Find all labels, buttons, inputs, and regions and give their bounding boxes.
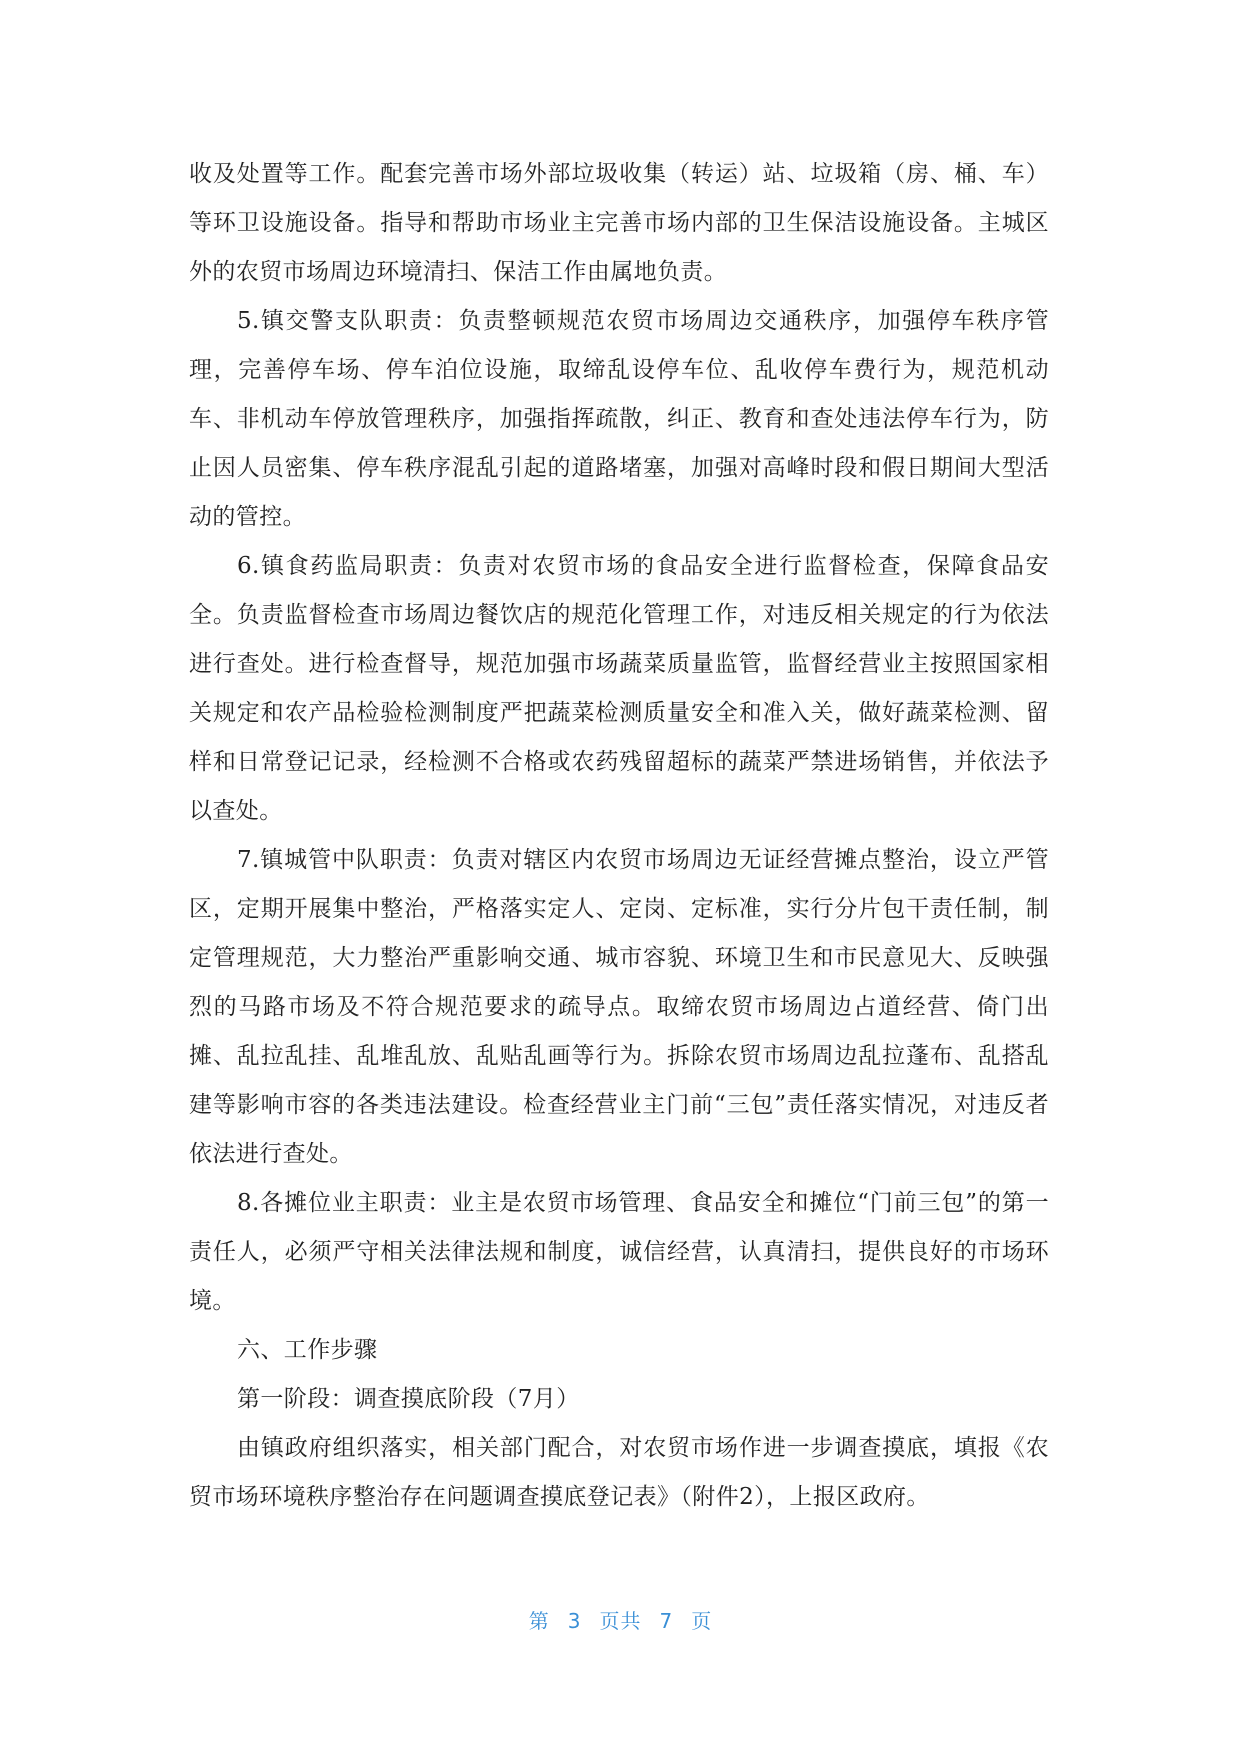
- paragraph-food-drug-duties: 6.镇食药监局职责：负责对农贸市场的食品安全进行监督检查，保障食品安全。负责监督检查市场周边餐饮店的规范化管理工作，对违反相关规定的行为依法进行查处。进行检查督导，规范加强市场蔬菜质量监管，监督经营业主按照国家相关规定和农产品检验检测制度严把蔬菜检测质量安全和准入关，做好蔬菜检测、留样和日常登记记录，经检测不合格或农药残留超标的蔬菜严禁进场销售，并依法予以查处。: [189, 553, 1049, 824]
- paragraph-urban-management-duties: 7.镇城管中队职责：负责对辖区内农贸市场周边无证经营摊点整治，设立严管区，定期开展集中整治，严格落实定人、定岗、定标准，实行分片包干责任制，制定管理规范，大力整治严重影响交通、城市容貌、环境卫生和市民意见大、反映强烈的马路市场及不符合规范要求的疏导点。取缔农贸市场周边占道经营、倚门出摊、乱拉乱挂、乱堆乱放、乱贴乱画等行为。拆除农贸市场周边乱拉蓬布、乱搭乱建等影响市容的各类违法建设。检查经营业主门前“三包”责任落实情况，对违反者依法进行查处。: [189, 847, 1049, 1167]
- page-footer: [0, 1605, 1241, 1634]
- paragraph-phase-one-body: 由镇政府组织落实，相关部门配合，对农贸市场作进一步调查摸底，填报《农贸市场环境秩序整治存在问题调查摸底登记表》（附件2），上报区政府。: [189, 1435, 1049, 1510]
- phase-one-heading: 第一阶段：调查摸底阶段（7月）: [237, 1386, 580, 1412]
- paragraph-stall-owner-duties: 8.各摊位业主职责：业主是农贸市场管理、食品安全和摊位“门前三包”的第一责任人，必须严守相关法律法规和制度，诚信经营，认真清扫，提供良好的市场环境。: [189, 1190, 1049, 1314]
- footer-total-pages: 7: [659, 1609, 674, 1633]
- footer-page-number: 3: [567, 1609, 582, 1633]
- footer-di: 第: [528, 1609, 550, 1633]
- document-body: [189, 150, 1049, 1522]
- section-heading-work-steps: 六、工作步骤: [237, 1337, 378, 1363]
- footer-ye: 页: [691, 1609, 713, 1633]
- paragraph-env-sanitation-cont: 收及处置等工作。配套完善市场外部垃圾收集（转运）站、垃圾箱（房、桶、车）等环卫设施设备。指导和帮助市场业主完善市场内部的卫生保洁设施设备。主城区外的农贸市场周边环境清扫、保洁工作由属地负责。: [189, 161, 1049, 285]
- footer-ye-gong: 页共: [599, 1609, 642, 1633]
- paragraph-traffic-police-duties: 5.镇交警支队职责：负责整顿规范农贸市场周边交通秩序，加强停车秩序管理，完善停车场、停车泊位设施，取缔乱设停车位、乱收停车费行为，规范机动车、非机动车停放管理秩序，加强指挥疏散，纠正、教育和查处违法停车行为，防止因人员密集、停车秩序混乱引起的道路堵塞，加强对高峰时段和假日期间大型活动的管控。: [189, 308, 1049, 530]
